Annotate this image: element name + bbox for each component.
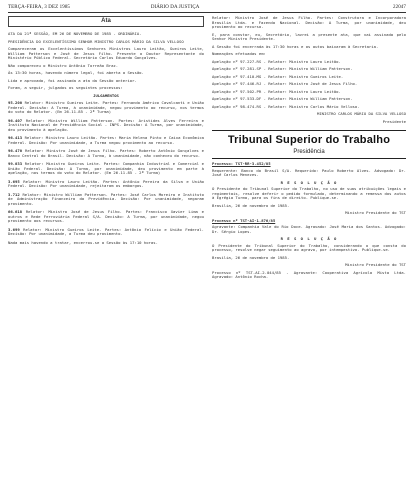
ata-title: Ata: [101, 18, 111, 25]
process-parties: Requerente: Banco do Brasil S/A. Requerido: Paulo Roberto Alves. Advogado: Dr. José Carlos Menezes.: [212, 167, 406, 177]
header-page-number: 22047: [393, 5, 406, 10]
resolution-section: [212, 162, 406, 216]
case-number: 99.033: [8, 161, 23, 166]
judgment-entry: [8, 119, 204, 133]
case-number: 95.200: [8, 100, 23, 105]
final-process-line: Processo nº TST-AI-2.044/85 - Agravante: Cooperativa Agrícola Mista Ltda. Agravado: Antônio Rocha.: [212, 269, 406, 279]
resolution-title: R E S O L U Ç Ã O: [280, 236, 338, 241]
appointment-tail: Apelação nº 98.474-RS - Relator: Ministro Carlos Mário Velloso.: [212, 103, 360, 109]
case-number: 3.699: [8, 226, 20, 232]
continued-entry: Relator: Ministro José de Jesus Filho. Partes: Construtora e Incorporadora Brasília Ltda. e Fazenda Nacional. Decisão: A Turma, por unanimidade, deu provimento ao recurso.: [212, 16, 406, 29]
appointments-heading: Nomeações efetuadas em:: [212, 51, 266, 56]
appointment-line: Apelação nº 97.502-PR - Relator: Ministro Lauro Leitão.: [212, 88, 341, 94]
case-text: Relator: Ministro Lauro Leitão. Partes: Antônio Pereira da Silva e União Federal. Decisão: Por unanimidade, rejeitaram os embargos.: [8, 178, 204, 188]
appointment-line: Apelação nº 97.227-RS - Relator: Ministro Lauro Leitão.: [212, 58, 341, 64]
judgment-entry: [8, 162, 204, 176]
process-heading: Processo nº TST-AI-1.876/85: [212, 217, 276, 223]
ata-title-box: [8, 16, 204, 27]
page-header: [8, 3, 406, 12]
judgment-entry: [8, 136, 204, 145]
tst-subtitle: Presidência: [293, 149, 325, 155]
judgment-entry: [8, 210, 204, 224]
case-number: 3.712: [8, 191, 20, 197]
tst-section-banner: [212, 130, 406, 159]
minutes-record-paragraph: E, para constar, eu, Secretário, lavrei a presente ata, que vai assinada pelo Senhor Ministro Presidente.: [212, 31, 406, 41]
header-journal-title: DIÁRIO DA JUSTIÇA: [150, 5, 200, 10]
attendance-paragraph: Compareceram os Excelentíssimos Senhores Ministros Lauro Leitão, Gueiros Leite, William Patterson e José de Jesus Filho. Presente o Doutor Representante do Ministério Público Federal. Secretário Carlos Eduardo Gonçalves.: [8, 46, 204, 60]
case-text: Relator: Ministro William Patterson. Partes: José Carlos Moreira e Instituto de Administração Financeira da Previdência. Decisão: Por unanimidade, negaram provimento.: [8, 191, 204, 206]
judgment-entry: [8, 101, 204, 115]
left-column: [8, 16, 204, 494]
judgment-entry: [8, 149, 204, 158]
judgment-entry: [8, 193, 204, 207]
absence-paragraph: Não compareceu o Ministro Antônio Torreão Braz.: [8, 62, 119, 68]
resolution-signer: Ministro Presidente do TST: [345, 262, 406, 267]
minutes-approved-paragraph: Lida e aprovada, foi assinada a ata da Sessão anterior.: [8, 77, 137, 83]
signature-role: Presidente: [382, 118, 406, 124]
signature-name: MINISTRO CARLOS MÁRIO DA SILVA VELLOSO: [316, 111, 406, 116]
case-number: 96.470: [8, 148, 23, 153]
judgment-entry: [8, 228, 204, 237]
appointment-line: Apelação nº 97.533-DF - Relator: Ministro William Patterson.: [212, 96, 353, 101]
case-number: 96.407: [8, 117, 23, 123]
case-text: Relator: Ministro José de Jesus Filho. Partes: Francisco Xavier Lima e outros e Rede Ferroviária Federal S/A. Decisão: A Turma, por unanimidade, negou provimento aos recursos.: [8, 209, 204, 223]
case-number: 3.695: [8, 178, 20, 184]
judgment-entry: [8, 180, 204, 189]
case-text: Relator: Ministro William Patterson. Partes: Aristides Alves Ferreira e Instituto Nacional de Previdência Social - INPS. Decisão: A Turma, por unanimidade, deu provimento à apelação.: [8, 117, 204, 132]
tst-title: Tribunal Superior do Trabalho: [227, 134, 391, 146]
closing-paragraph: Nada mais havendo a tratar, encerrou-se a Sessão às 17:10 horas.: [8, 239, 158, 245]
resolution-title: R E S O L U Ç Ã O: [280, 179, 338, 185]
case-text: Relator: Ministro Lauro Leitão. Partes: Maria Helena Pinto e Caixa Econômica Federal. Decisão: Por unanimidade, a Turma negou provimento ao recurso.: [8, 135, 204, 145]
case-number: 96.413: [8, 135, 23, 140]
opening-paragraph: Às 13:30 horas, havendo número legal, foi aberta a Sessão.: [8, 70, 144, 75]
session-heading: ATA DA 21ª SESSÃO, EM 26 DE NOVEMBRO DE 1985 - ORDINÁRIA.: [8, 31, 142, 36]
resolution-signer: Ministro Presidente do TST: [345, 210, 406, 215]
appointment-line: Apelação nº 97.281-SP - Relator: Ministro William Patterson.: [212, 66, 353, 71]
resolution-text: O Presidente do Tribunal Superior do Trabalho, considerando o que consta do processo, resolve negar seguimento ao agravo, por intempestivo. Publique-se.: [212, 242, 406, 252]
case-text: Relator: Ministro José de Jesus Filho. Partes: Roberto Antônio Gonçalves e Banco Central do Brasil. Decisão: A Turma, à unanimidade, não conheceu do recurso.: [8, 148, 204, 158]
right-column: [212, 16, 406, 494]
appointment-line: Apelação nº 97.410-MG - Relator: Ministro Gueiros Leite.: [212, 73, 344, 79]
case-text: Relator: Ministro Gueiros Leite. Partes: Antônio Felício e União Federal. Decisão: Por unanimidade, a Turma deu provimento.: [8, 226, 204, 236]
process-heading: Processo: TST-RR-3.452/85: [212, 161, 271, 166]
session-closed-paragraph: A Sessão foi encerrada às 17:30 horas e os autos baixaram à Secretaria.: [212, 43, 379, 49]
resolution-place-date: Brasília, 26 de novembro de 1985.: [212, 202, 290, 208]
resolution-text: O Presidente do Tribunal Superior do Trabalho, no uso de suas atribuições legais e regimentais, resolve deferir o pedido formulado, determinando a remessa dos autos à Egrégia Turma, para os fins de direito. Publique-se.: [212, 186, 406, 200]
header-date: TERÇA-FEIRA, 3 DEZ 1985: [8, 5, 71, 10]
header-rule: [8, 12, 406, 13]
process-parties: Agravante: Companhia Vale do Rio Doce. Agravado: José Maria dos Santos. Advogado: Dr. Sérgio Lopes.: [212, 224, 406, 234]
case-number: 66.618: [8, 209, 23, 214]
resolution-place-date: Brasília, 26 de novembro de 1985.: [212, 254, 290, 260]
appointment-line: Apelação nº 97.446-RJ - Relator: Ministro José de Jesus Filho.: [212, 81, 358, 86]
case-text: Relator: Ministro Gueiros Leite. Partes: Fernando Américo Cavalcanti e União Federal. Decisão: A Turma, à unanimidade, negou provimento ao recurso, nos termos do voto do Relator. (Em 26.11.85 - 2ª Turma): [8, 100, 204, 114]
session-presidency: PRESIDÊNCIA DO EXCELENTÍSSIMO SENHOR MINISTRO CARLOS MÁRIO DA SILVA VELLOSO: [8, 38, 184, 44]
resolution-section: [212, 219, 406, 268]
case-text: Relator: Ministro Gueiros Leite. Partes: Companhia Industrial e Comercial e União Federal. Decisão: A Turma, por unanimidade, deu provimento em parte à apelação, nos termos do voto do Relator. (Em 26.11.85 - 2ª Turma): [8, 161, 204, 175]
judgments-intro: Foram, a seguir, julgados os seguintes processos:: [8, 85, 123, 90]
judgments-heading: JULGAMENTOS: [93, 92, 119, 98]
